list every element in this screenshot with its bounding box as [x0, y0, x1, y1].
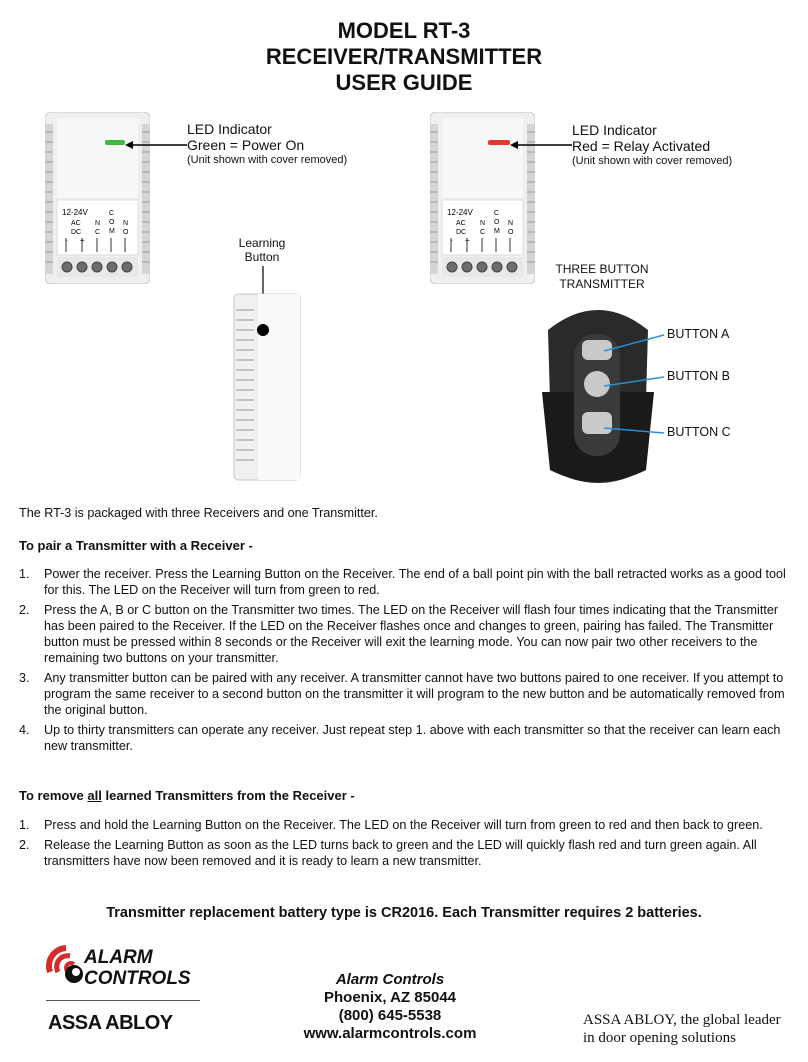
transmitter-title-line2: TRANSMITTER	[559, 277, 645, 291]
footer-city: Phoenix, AZ 85044	[324, 989, 456, 1006]
terminal-ac-label: AC	[71, 220, 81, 227]
alarm-controls-logo-mark	[44, 944, 86, 992]
step-number: 2.	[19, 603, 30, 617]
terminal-plus-label: +	[80, 236, 85, 245]
pair-heading: To pair a Transmitter with a Receiver -	[19, 538, 253, 553]
logo-divider	[46, 1000, 200, 1001]
remove-heading	[19, 788, 355, 804]
remove-step	[19, 837, 789, 869]
terminal-com-c-label: C	[494, 210, 500, 217]
led-left-title: LED Indicator	[187, 121, 272, 137]
receiver-side-image	[230, 266, 310, 482]
terminal-voltage-label: 12-24V	[447, 208, 473, 217]
learning-button-hole	[257, 324, 269, 336]
alarm-controls-logo	[44, 942, 204, 1042]
led-left-state: Green = Power On	[187, 137, 305, 153]
terminal-com-o-label: O	[494, 219, 500, 226]
step-number: 1.	[19, 818, 30, 832]
led-right-note: (Unit shown with cover removed)	[572, 155, 733, 167]
transmitter-image	[528, 300, 668, 488]
terminal-no-n-label: N	[123, 220, 129, 227]
logo-text-line2: CONTROLS	[84, 968, 191, 989]
led-arrow-right	[510, 136, 572, 154]
step-number: 3.	[19, 671, 30, 685]
terminal-dc-label: DC	[71, 229, 82, 236]
footer-company: Alarm Controls	[335, 971, 445, 988]
learning-button-label	[222, 236, 302, 264]
transmitter-button-c-label: BUTTON C	[667, 425, 731, 439]
doc-title-line2: RECEIVER/TRANSMITTER	[265, 44, 543, 69]
footer-phone: (800) 645-5538	[338, 1007, 442, 1024]
terminal-com-o-label: O	[109, 219, 115, 226]
remove-heading-prefix: To remove	[19, 788, 88, 803]
step-number: 2.	[19, 838, 30, 852]
doc-title-line1: MODEL RT-3	[337, 18, 471, 43]
intro-paragraph: The RT-3 is packaged with three Receivers and one Transmitter.	[19, 506, 378, 520]
terminal-no-n-label: N	[508, 220, 514, 227]
step-text: Press the A, B or C button on the Transmitter two times. The LED on the Receiver will flash four times indicating that the Transmitter has been paired to the Receiver. If the LED on the Receiver flashes once and changes to green, pairing has failed. The Transmitter button must be pressed within 8 seconds or the Receiver will exit the learning mode. You can now pair two other receivers to the remaining two buttons on your transmitter.	[44, 603, 779, 665]
footer-website[interactable]: www.alarmcontrols.com	[303, 1025, 477, 1042]
terminal-n-label: N	[95, 220, 101, 227]
terminal-n-label: N	[480, 220, 486, 227]
terminal-c-label: C	[480, 229, 486, 236]
step-text: Any transmitter button can be paired with any receiver. A transmitter cannot have two buttons paired to one receiver. If you attempt to program the same receiver to a second button on the transmitter it will program to the new button and be automatically removed from the original button.	[44, 671, 785, 717]
step-text: Release the Learning Button as soon as the LED turns back to green and the LED will quickly flash red and turn green again. All transmitters have now been removed and it is ready to learn a new transmitter.	[44, 838, 757, 868]
pair-steps-list	[19, 566, 789, 758]
led-red-indicator	[488, 140, 510, 145]
remove-heading-suffix: learned Transmitters from the Receiver -	[101, 788, 355, 803]
transmitter-button-a-label: BUTTON A	[667, 327, 730, 341]
transmitter-title	[532, 262, 672, 292]
tagline-line1: ASSA ABLOY, the global leader	[583, 1012, 781, 1028]
terminal-no-o-label: O	[508, 229, 514, 236]
terminal-ac-label: AC	[456, 220, 466, 227]
terminal-c-label: C	[95, 229, 101, 236]
led-right-state: Red = Relay Activated	[572, 138, 711, 154]
led-right-title: LED Indicator	[572, 122, 657, 138]
step-number: 1.	[19, 567, 30, 581]
step-number: 4.	[19, 723, 30, 737]
step-text: Up to thirty transmitters can operate any receiver. Just repeat step 1. above with each transmitter so that the receiver can learn each new transmitter.	[44, 723, 781, 753]
pair-step	[19, 722, 789, 754]
terminal-com-m-label: M	[494, 228, 500, 235]
remove-step	[19, 817, 789, 833]
assa-abloy-tagline	[583, 1011, 781, 1047]
terminal-voltage-label: 12-24V	[62, 208, 88, 217]
learning-button-label-line2: Button	[244, 250, 280, 264]
pair-step	[19, 566, 789, 598]
terminal-com-c-label: C	[109, 210, 115, 217]
terminal-plus-label: +	[465, 236, 470, 245]
terminal-com-m-label: M	[109, 228, 115, 235]
tagline-line2: in door opening solutions	[583, 1030, 736, 1046]
step-text: Power the receiver. Press the Learning Button on the Receiver. The end of a ball point pin with the ball retracted works as a good tool for this. The LED on the Receiver will turn from green to red.	[44, 567, 786, 597]
led-arrow-left	[125, 136, 187, 154]
led-green-indicator	[105, 140, 125, 145]
remove-heading-emphasis: all	[87, 788, 102, 803]
terminal-minus-label: -	[450, 236, 453, 245]
led-left-note: (Unit shown with cover removed)	[187, 154, 348, 166]
pair-step	[19, 670, 789, 718]
remove-steps-list	[19, 817, 789, 873]
step-text: Press and hold the Learning Button on the Receiver. The LED on the Receiver will turn from green to red and then back to green.	[44, 818, 763, 832]
terminal-dc-label: DC	[456, 229, 467, 236]
transmitter-title-line1: THREE BUTTON	[555, 262, 649, 276]
terminal-minus-label: -	[65, 236, 68, 245]
learning-button-label-line1: Learning	[238, 236, 286, 250]
doc-title-line3: USER GUIDE	[335, 70, 473, 95]
assa-abloy-logo-text: ASSA ABLOY	[48, 1012, 173, 1034]
battery-note: Transmitter replacement battery type is CR2016. Each Transmitter requires 2 batteries.	[106, 905, 702, 921]
pair-step	[19, 602, 789, 666]
terminal-no-o-label: O	[123, 229, 129, 236]
transmitter-button-b-label: BUTTON B	[667, 369, 730, 383]
logo-text-line1: ALARM	[84, 947, 153, 968]
